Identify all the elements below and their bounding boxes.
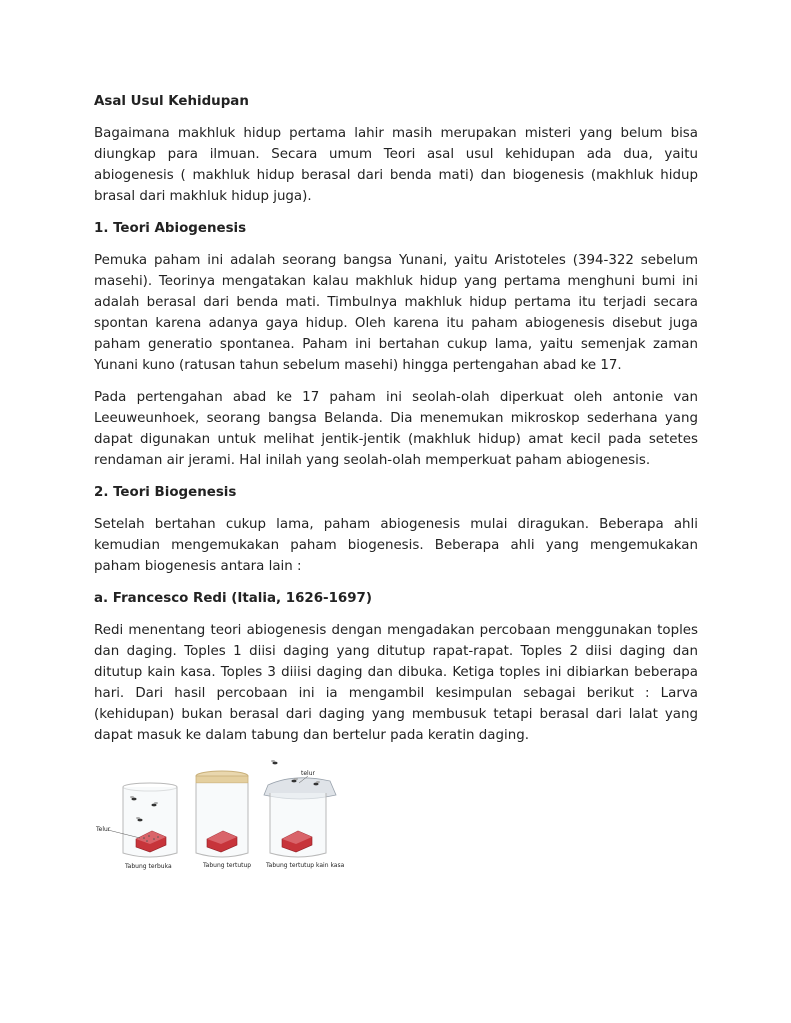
egg-label-left: Telur <box>96 826 111 833</box>
abiogenesis-paragraph-2: Pada pertengahan abad ke 17 paham ini seolah-olah diperkuat oleh antonie van Leeuweunhoek, seorang bangsa Belanda. Dia menemukan mikroskop sederhana yang dapat digunakan untuk melihat jentik-jentik (makhluk hidup) amat kecil pada setetes rendaman air jerami. Hal inilah yang seolah-olah memperkuat paham abiogenesis. <box>94 390 698 468</box>
jar-sealed <box>196 771 251 869</box>
caption-jar-open: Tabung terbuka <box>125 863 172 870</box>
document-title: Asal Usul Kehidupan <box>94 94 249 109</box>
fly-icon <box>271 760 278 764</box>
biogenesis-paragraph-1: Setelah bertahan cukup lama, paham abiogenesis mulai diragukan. Beberapa ahli kemudian mengemukakan paham biogenesis. Beberapa ahli yang mengemukakan paham biogenesis antara lain : <box>94 517 698 574</box>
section-heading-biogenesis: 2. Teori Biogenesis <box>94 485 237 500</box>
intro-paragraph: Bagaimana makhluk hidup pertama lahir masih merupakan misteri yang belum bisa diungkap para ilmuan. Secara umum Teori asal usul kehidupan ada dua, yaitu abiogenesis ( makhluk hidup berasal dari benda mati) dan biogenesis (makhluk hidup brasal dari makhluk hidup juga). <box>94 126 698 204</box>
redi-experiment-figure <box>94 757 354 875</box>
redi-paragraph: Redi menentang teori abiogenesis dengan mengadakan percobaan menggunakan toples dan daging. Toples 1 diisi daging yang ditutup rapat-rapat. Toples 2 diisi daging dan ditutup kain kasa. Toples 3 diiisi daging dan dibuka. Ketiga toples ini dibiarkan beberapa hari. Dari hasil percobaan ini ia mengambil kesimpulan sebagai berikut : Larva (kehidupan) bukan berasal dari daging yang membusuk tetapi berasal dari lalat yang dapat masuk ke dalam tabung dan bertelur pada keratin daging. <box>94 623 698 743</box>
egg-label-right: telur <box>301 770 315 777</box>
subsection-heading-redi: a. Francesco Redi (Italia, 1626-1697) <box>94 591 372 606</box>
abiogenesis-paragraph-1: Pemuka paham ini adalah seorang bangsa Yunani, yaitu Aristoteles (394-322 sebelum masehi). Teorinya mengatakan kalau makhluk hidup yang pertama menghuni bumi ini adalah berasal dari benda mati. Timbulnya makhluk hidup pertama itu terjadi secara spontan karena adanya gaya hidup. Oleh karena itu paham abiogenesis disebut juga paham generatio spontanea. Paham ini bertahan cukup lama, yaitu semenjak zaman Yunani kuno (ratusan tahun sebelum masehi) hingga pertengahan abad ke 17. <box>94 253 698 373</box>
section-heading-abiogenesis: 1. Teori Abiogenesis <box>94 221 247 236</box>
caption-jar-sealed: Tabung tertutup <box>203 862 252 869</box>
jar-open <box>95 783 177 870</box>
caption-jar-gauze: Tabung tertutup kain kasa <box>266 862 345 869</box>
document-body <box>94 91 698 757</box>
jar-gauze <box>264 760 345 869</box>
